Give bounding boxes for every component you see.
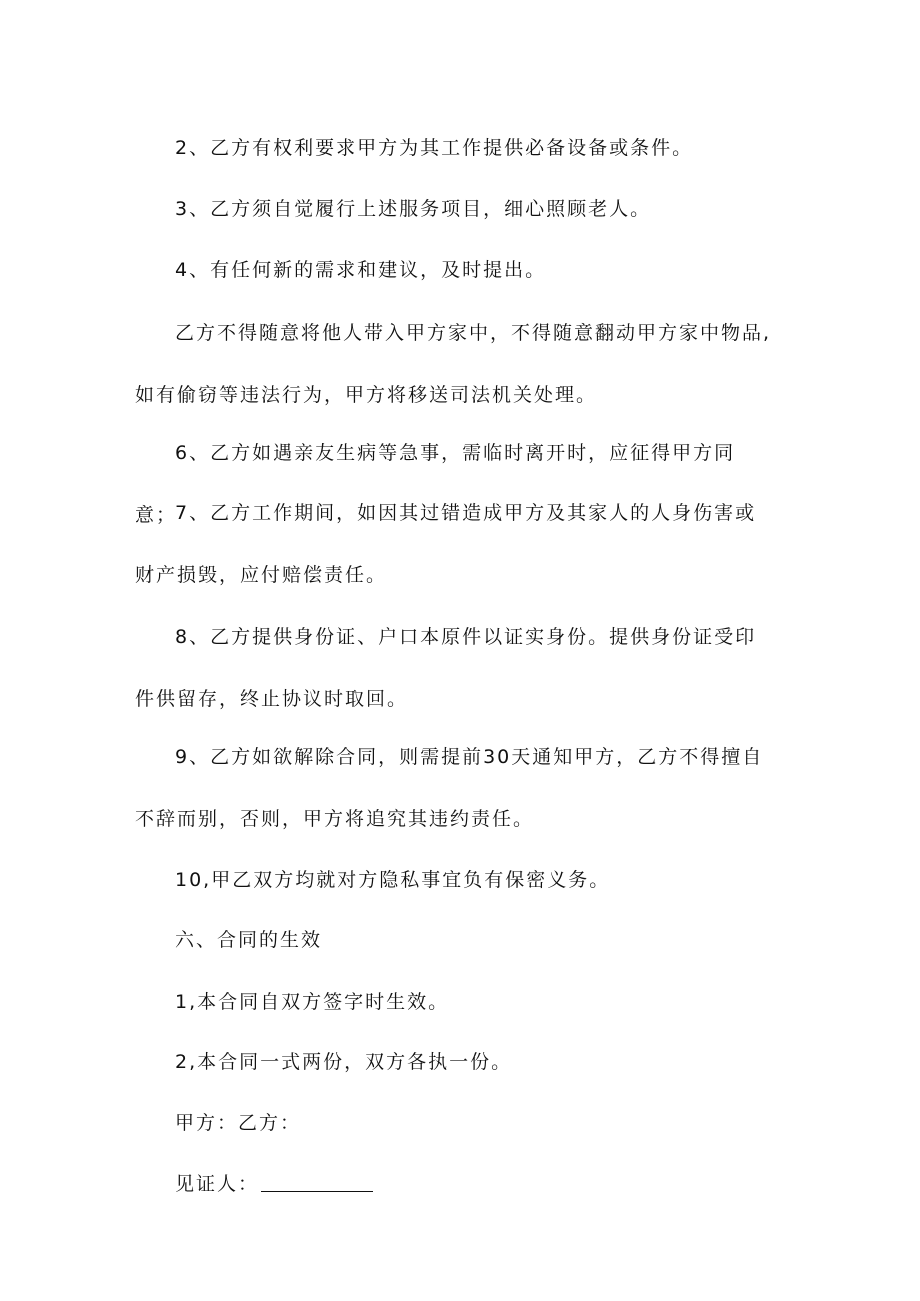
clause-3: 3、乙方须自觉履行上述服务项目，细心照顾老人。 xyxy=(175,198,652,220)
clause-4: 4、有任何新的需求和建议，及时提出。 xyxy=(175,259,547,281)
party-signature-line: 甲方：乙方： xyxy=(175,1112,302,1134)
witness-blank xyxy=(261,1173,373,1192)
effect-clause-2: 2,本合同一式两份，双方各执一份。 xyxy=(175,1051,513,1073)
clause-10: 10,甲乙双方均就对方隐私事宜负有保密义务。 xyxy=(175,869,611,891)
witness-label: 见证人： xyxy=(175,1173,260,1195)
clause-6: 6、乙方如遇亲友生病等急事，需临时离开时，应征得甲方同意； xyxy=(135,442,736,526)
effect-clause-1: 1,本合同自双方签字时生效。 xyxy=(175,991,450,1013)
clause-7: 7、乙方工作期间，如因其过错造成甲方及其家人的人身伤害或财产损毁，应付赔偿责任。 xyxy=(135,502,757,586)
clause-2: 2、乙方有权利要求甲方为其工作提供必备设备或条件。 xyxy=(175,137,694,159)
clause-8: 8、乙方提供身份证、户口本原件以证实身份。提供身份证受印件供留存，终止协议时取回。 xyxy=(135,626,757,710)
witness-line xyxy=(135,1153,775,1215)
section-heading-6: 六、合同的生效 xyxy=(175,929,323,951)
clause-5: 乙方不得随意将他人带入甲方家中，不得随意翻动甲方家中物品,如有偷窃等违法行为，甲方将移送司法机关处理。 xyxy=(135,322,772,406)
clause-9: 9、乙方如欲解除合同，则需提前30天通知甲方，乙方不得擅自不辞而别，否则，甲方将追究其违约责任。 xyxy=(135,746,764,830)
